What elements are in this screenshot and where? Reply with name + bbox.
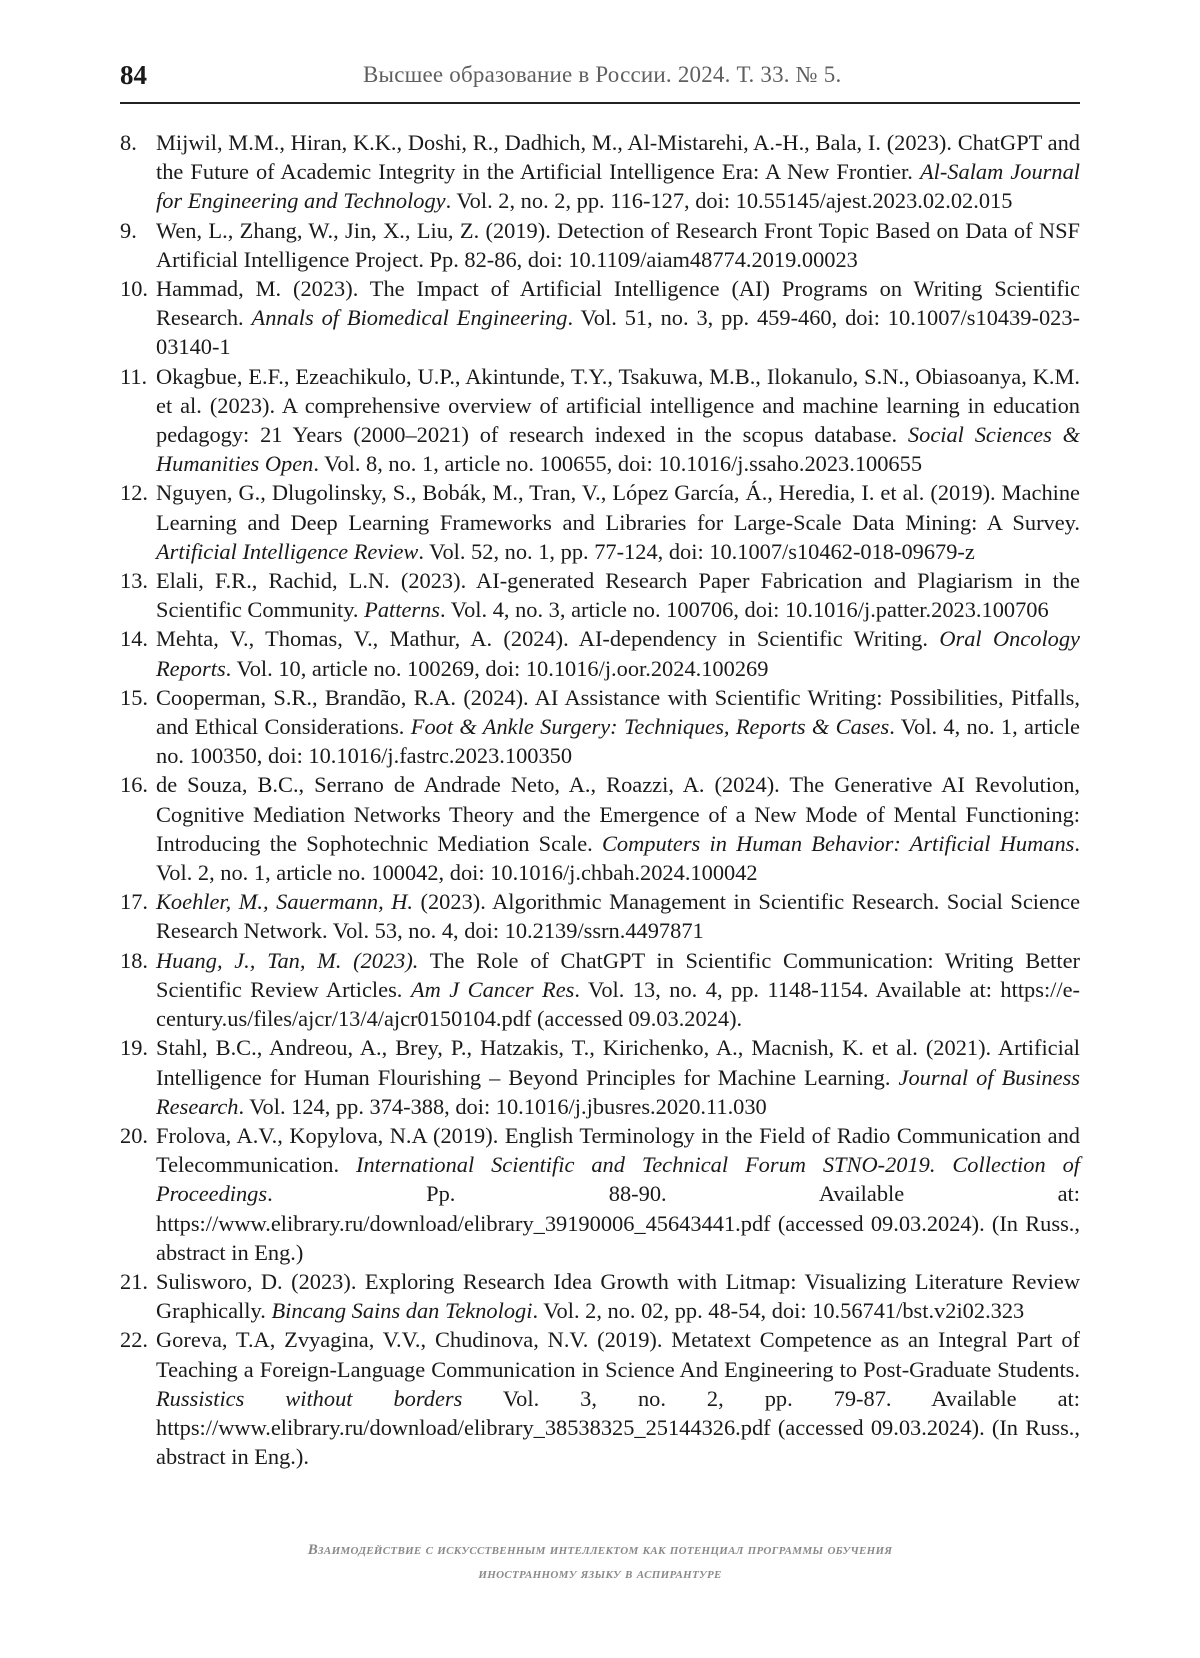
- page-header: [120, 56, 1080, 104]
- reference-number: 13.: [120, 568, 148, 594]
- journal-title: Высшее образование в России. 2024. Т. 33. № 5.: [363, 62, 842, 87]
- reference-source: Foot & Ankle Surgery: Techniques, Reports & Cases: [410, 714, 890, 740]
- reference-item: [120, 1267, 1080, 1325]
- reference-source: Al-Salam Journal for Engineering and Technology: [156, 159, 1081, 214]
- reference-item: [120, 1033, 1080, 1121]
- reference-details: . Vol. 8, no. 1, article no. 100655, doi: 10.1016/j.ssaho.2023.100655: [313, 451, 923, 477]
- reference-source: Am J Cancer Res: [410, 976, 575, 1002]
- reference-text: Stahl, B.C., Andreou, A., Brey, P., Hatzakis, T., Kirichenko, A., Macnish, K. et al. (2021). Artificial Intelligence for Human Flourishing – Beyond Principles for Machine Learning.: [156, 1035, 1080, 1090]
- reference-item: [120, 362, 1080, 479]
- reference-item: [120, 216, 1080, 274]
- reference-number: 15.: [120, 684, 148, 710]
- reference-details: (2023). Algorithmic Management in Scientific Research. Social Science Research Network. Vol. 53, no. 4, doi: 10.2139/ssrn.4497871: [156, 889, 1081, 944]
- reference-details: Vol. 3, no. 2, pp. 79-87. Available at: https://www.elibrary.ru/download/elibrary_38538325_25144326.pdf (accessed 09.03.2024). (In Russ., abstract in Eng.).: [156, 1385, 1080, 1470]
- reference-source: Computers in Human Behavior: Artificial Humans: [601, 830, 1075, 856]
- reference-number: 21.: [120, 1268, 148, 1294]
- reference-source: Annals of Biomedical Engineering: [251, 305, 568, 331]
- page-number: 84: [120, 60, 147, 90]
- reference-item: [120, 274, 1080, 362]
- reference-number: 11.: [120, 363, 148, 389]
- reference-text: Mijwil, M.M., Hiran, K.K., Doshi, R., Dadhich, M., Al-Mistarehi, A.-H., Bala, I. (2023). ChatGPT and the Future of Academic Integrity in the Artificial Intelligence Era: A New Frontier.: [156, 130, 1080, 185]
- reference-details: . Vol. 10, article no. 100269, doi: 10.1016/j.oor.2024.100269: [225, 655, 769, 681]
- reference-details: . Vol. 2, no. 02, pp. 48-54, doi: 10.56741/bst.v2i02.323: [532, 1298, 1025, 1324]
- reference-text: Okagbue, E.F., Ezeachikulo, U.P., Akintunde, T.Y., Tsakuwa, M.B., Ilokanulo, S.N., Obiasoanya, K.M. et al. (2023). A comprehensive overview of artificial intelligence and machine learning in education pedagogy: 21 Years (2000–2021) of research indexed in the scopus database.: [156, 363, 1080, 448]
- reference-number: 8.: [120, 130, 137, 155]
- reference-text: Frolova, A.V., Kopylova, N.A (2019). English Terminology in the Field of Radio Communication and Telecommunication.: [156, 1122, 1080, 1178]
- reference-details: . Vol. 124, pp. 374-388, doi: 10.1016/j.jbusres.2020.11.030: [238, 1093, 767, 1119]
- reference-text: Hammad, M. (2023). The Impact of Artificial Intelligence (AI) Programs on Writing Scientific Research.: [156, 276, 1080, 331]
- reference-item: [120, 566, 1080, 624]
- reference-details: . Vol. 13, no. 4, pp. 1148-1154. Available at: https://e-century.us/files/ajcr/13/4/ajcr0150104.pdf (accessed 09.03.2024).: [156, 976, 1081, 1032]
- reference-item: [120, 478, 1080, 566]
- reference-text: Elali, F.R., Rachid, L.N. (2023). AI-generated Research Paper Fabrication and Plagiarism in the Scientific Community.: [156, 568, 1080, 623]
- reference-number: 19.: [120, 1035, 148, 1061]
- reference-item: [120, 683, 1080, 771]
- reference-authors: Huang, J., Tan, M. (2023).: [156, 947, 419, 973]
- reference-text: Nguyen, G., Dlugolinsky, S., Bobák, M., Tran, V., López García, Á., Heredia, I. et al. (2019). Machine Learning and Deep Learning Frameworks and Libraries for Large-Scale Data Mining: A Survey.: [156, 480, 1080, 535]
- reference-number: 17.: [120, 889, 148, 915]
- reference-details: . Pp. 88-90. Available at: https://www.elibrary.ru/download/elibrary_39190006_45643441.pdf (accessed 09.03.2024). (In Russ., abstract in Eng.): [156, 1181, 1080, 1265]
- reference-source: Artificial Intelligence Review: [156, 538, 419, 564]
- reference-text: Cooperman, S.R., Brandão, R.A. (2024). AI Assistance with Scientific Writing: Possibilities, Pitfalls, and Ethical Considerations.: [156, 684, 1080, 740]
- reference-item: [120, 1121, 1080, 1267]
- reference-details: . Vol. 2, no. 1, article no. 100042, doi: 10.1016/j.chbah.2024.100042: [156, 830, 1080, 886]
- reference-item: [120, 624, 1080, 682]
- reference-text: Mehta, V., Thomas, V., Mathur, A. (2024). AI-dependency in Scientific Writing.: [156, 626, 940, 652]
- footer-line: иностранному языку в аспирантуре: [478, 1566, 722, 1582]
- reference-details: . Vol. 51, no. 3, pp. 459-460, doi: 10.1007/s10439-023-03140-1: [156, 305, 1080, 360]
- running-footer: [120, 1538, 1080, 1586]
- reference-number: 10.: [120, 276, 148, 302]
- reference-details: . Vol. 4, no. 1, article no. 100350, doi: 10.1016/j.fastrc.2023.100350: [156, 714, 1080, 769]
- reference-source: Journal of Business Research: [156, 1064, 1080, 1119]
- reference-source: Russistics without borders: [156, 1385, 463, 1411]
- reference-item: [120, 770, 1080, 887]
- reference-item: [120, 1325, 1080, 1471]
- reference-details: . Vol. 4, no. 3, article no. 100706, doi: 10.1016/j.patter.2023.100706: [440, 597, 1049, 623]
- reference-text: Sulisworo, D. (2023). Exploring Research Idea Growth with Litmap: Visualizing Literature Review Graphically.: [156, 1268, 1080, 1324]
- reference-number: 16.: [120, 772, 148, 798]
- reference-number: 18.: [120, 947, 148, 973]
- reference-item: [120, 946, 1080, 1034]
- reference-number: 20.: [120, 1122, 148, 1148]
- reference-number: 9.: [120, 217, 137, 243]
- reference-source: International Scientific and Technical Forum STNO-2019. Collection of Proceedings: [156, 1152, 1080, 1207]
- footer-line: Взаимодействие с искусственным интеллектом как потенциал программы обучения: [307, 1542, 893, 1558]
- reference-details: . Vol. 52, no. 1, pp. 77-124, doi: 10.1007/s10462-018-09679-z: [418, 538, 975, 564]
- reference-list: [120, 128, 1080, 1471]
- reference-text: The Role of ChatGPT in Scientific Communication: Writing Better Scientific Review Articles.: [156, 947, 1080, 1002]
- reference-number: 12.: [120, 480, 148, 506]
- reference-details: . Vol. 2, no. 2, pp. 116-127, doi: 10.55145/ajest.2023.02.02.015: [445, 188, 1013, 214]
- reference-source: Patterns: [364, 597, 441, 623]
- reference-item: [120, 128, 1080, 216]
- reference-number: 14.: [120, 626, 148, 652]
- reference-source: Social Sciences & Humanities Open: [156, 422, 1081, 477]
- reference-authors: Koehler, M., Sauermann, H.: [156, 889, 414, 915]
- reference-text: de Souza, B.C., Serrano de Andrade Neto, A., Roazzi, A. (2024). The Generative AI Revolution, Cognitive Mediation Networks Theory and the Emergence of a New Mode of Mental Functioning: Introducing the Sophotechnic Mediation Scale.: [156, 772, 1080, 856]
- reference-text: Wen, L., Zhang, W., Jin, X., Liu, Z. (2019). Detection of Research Front Topic Based on Data of NSF Artificial Intelligence Project. Pp. 82-86, doi: 10.1109/aiam48774.2019.00023: [156, 217, 1080, 272]
- reference-source: Bincang Sains dan Teknologi: [271, 1298, 533, 1324]
- reference-source: Oral Oncology Reports: [156, 626, 1080, 681]
- reference-text: Goreva, T.A, Zvyagina, V.V., Chudinova, N.V. (2019). Metatext Competence as an Integral Part of Teaching a Foreign-Language Communication in Science And Engineering to Post-Graduate Students.: [156, 1327, 1080, 1382]
- reference-item: [120, 887, 1080, 945]
- reference-number: 22.: [120, 1327, 148, 1353]
